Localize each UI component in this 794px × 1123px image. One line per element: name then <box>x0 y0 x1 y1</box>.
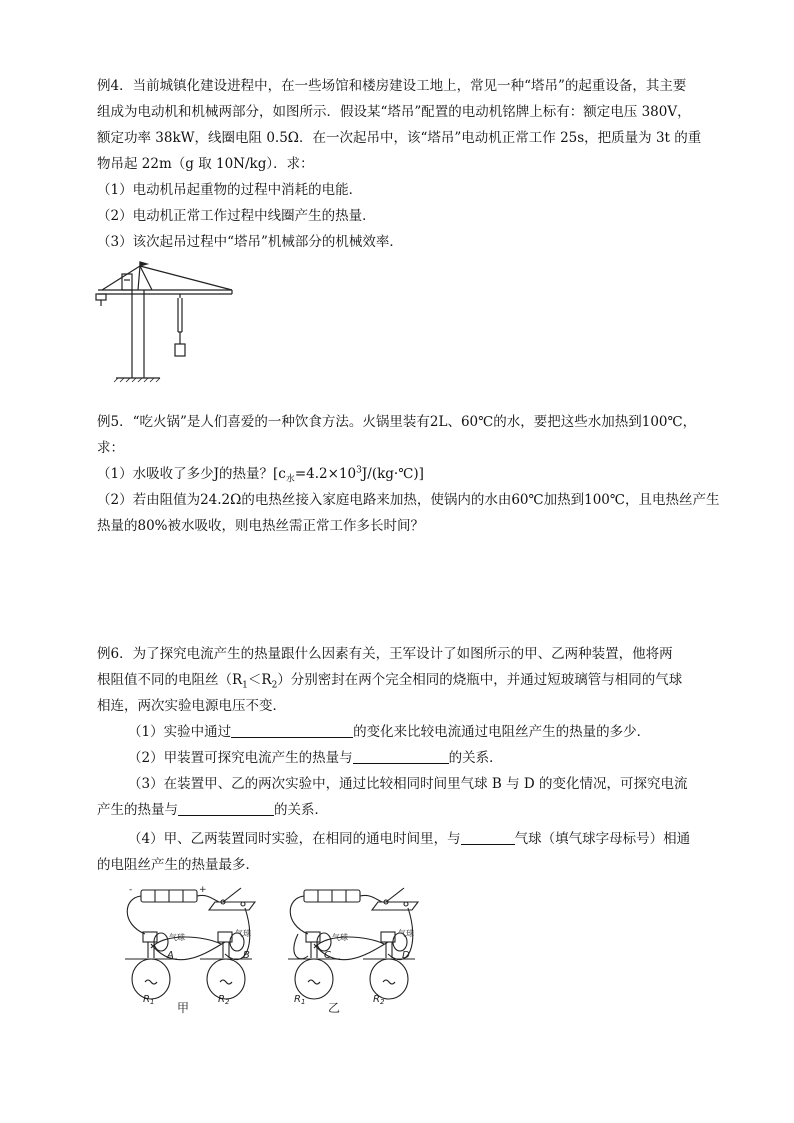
tower-crane-figure <box>92 260 238 384</box>
jia-balloon-label: 气球 <box>169 933 185 942</box>
ex6-line2-sub2: 2 <box>271 680 278 691</box>
ex4-line4: 物吊起 22m（g 取 10N/kg）．求： <box>97 156 314 172</box>
yi-balloon-label: 气球 <box>332 933 348 942</box>
ex5-line1: 例5．“吃火锅”是人们喜爱的一种饮食方法。火锅里装有2L、60℃的水，要把这些水加热到100℃， <box>97 414 697 430</box>
jia-plus-label: + <box>199 885 207 895</box>
label-R2: $R_2$ <box>218 994 230 1006</box>
ex5-question-1 <box>97 462 424 488</box>
ex4-question-2: （2）电动机正常工作过程中线圈产生的热量． <box>97 208 376 224</box>
ex4-question-1: （1）电动机吊起重物的过程中消耗的电能． <box>97 182 363 198</box>
ex4-line1: 例4．当前城镇化建设进程中，在一些场馆和楼房建设工地上，常见一种“塔吊”的起重设备，其主要 <box>97 78 687 94</box>
ex6-line2 <box>97 668 682 694</box>
label-R2-yi: $R_2$ <box>373 994 385 1006</box>
ex6-q4-text-a: （4）甲、乙两装置同时实验，在相同的通电时间里，与 <box>128 831 461 847</box>
apparatus-jia-figure <box>115 884 265 1022</box>
ex6-q3-line2-b: 的关系． <box>274 802 328 818</box>
ex6-question-4 <box>128 827 690 853</box>
ex6-q4-answer-blank[interactable] <box>461 830 515 845</box>
ex5-q1-sup: 3 <box>356 465 362 476</box>
yi-balloon-label-2: 气球 <box>398 929 414 938</box>
label-R1: $R_1$ <box>143 994 155 1006</box>
label-A: A <box>167 950 174 961</box>
ex6-line2-a: 根阻值不同的电阻丝（R <box>97 672 243 688</box>
ex6-q1-text-b: 的变化来比较电流通过电阻丝产生的热量的多少． <box>353 724 651 740</box>
ex6-question-2 <box>128 746 503 772</box>
label-jia: 甲 <box>177 1001 190 1015</box>
ex6-line3: 相连，两次实验电源电压不变． <box>97 698 286 714</box>
jia-balloon-label-2: 气球 <box>235 929 251 938</box>
ex5-question-2-line2: 热量的80%被水吸收，则电热丝需正常工作多长时间？ <box>97 518 425 534</box>
ex6-q3-line2-a: 产生的热量与 <box>97 802 178 818</box>
ex5-q1-text-c: J/(kg·℃)] <box>361 466 424 482</box>
ex5-q1-text-b: =4.2×10 <box>294 466 357 482</box>
label-B: B <box>243 950 250 961</box>
ex6-q3-answer-blank[interactable] <box>178 801 274 816</box>
ex6-q2-text-a: （2）甲装置可探究电流产生的热量与 <box>128 750 353 766</box>
ex4-line3: 额定功率 38kW，线圈电阻 0.5Ω．在一次起吊中，该“塔吊”电动机正常工作 25s，把质量为 3t 的重 <box>97 130 702 146</box>
ex5-q1-text-a: （1）水吸收了多少J的热量？[c <box>97 466 286 482</box>
ex6-q2-answer-blank[interactable] <box>353 749 449 764</box>
label-C: C <box>324 950 331 961</box>
ex4-question-3: （3）该次起吊过程中“塔吊”机械部分的机械效率． <box>97 234 403 250</box>
ex5-question-2-line1: （2）若由阻值为24.2Ω的电热丝接入家庭电路来加热，使锅内的水由60℃加热到100℃，且电热丝产生 <box>97 492 720 508</box>
label-yi: 乙 <box>328 1001 341 1015</box>
ex6-line1: 例6．为了探究电流产生的热量跟什么因素有关，王军设计了如图所示的甲、乙两种装置，他将两 <box>97 646 673 662</box>
ex4-line2: 组成为电动机和机械两部分，如图所示．假设某“塔吊”配置的电动机铭牌上标有：额定电压 380V， <box>97 104 691 120</box>
ex6-q4-text-b: 气球（填气球字母标号）相通 <box>514 831 691 847</box>
label-R1-yi: $R_1$ <box>294 994 306 1006</box>
ex6-q1-text-a: （1）实验中通过 <box>128 724 232 740</box>
ex6-line2-c: ）分别密封在两个完全相同的烧瓶中，并通过短玻璃管与相同的气球 <box>277 672 683 688</box>
ex6-question-3-line2 <box>97 798 328 824</box>
ex6-question-1 <box>128 720 650 746</box>
label-D: D <box>402 950 410 961</box>
ex6-line2-sub1: 1 <box>242 680 248 691</box>
ex6-line2-b: ＜R <box>247 672 272 688</box>
ex5-line2: 求： <box>97 440 124 456</box>
ex6-question-3: （3）在装置甲、乙的两次实验中，通过比较相同时间里气球 B 与 D 的变化情况，可探究电流 <box>128 776 688 792</box>
ex6-q1-answer-blank[interactable] <box>231 723 353 738</box>
ex6-q2-text-b: 的关系． <box>448 750 503 766</box>
ex6-question-4-line2: 的电阻丝产生的热量最多． <box>97 857 259 873</box>
jia-minus-label: - <box>129 885 133 895</box>
apparatus-yi-figure <box>278 884 428 1022</box>
ex5-q1-sub: 水 <box>285 474 295 485</box>
